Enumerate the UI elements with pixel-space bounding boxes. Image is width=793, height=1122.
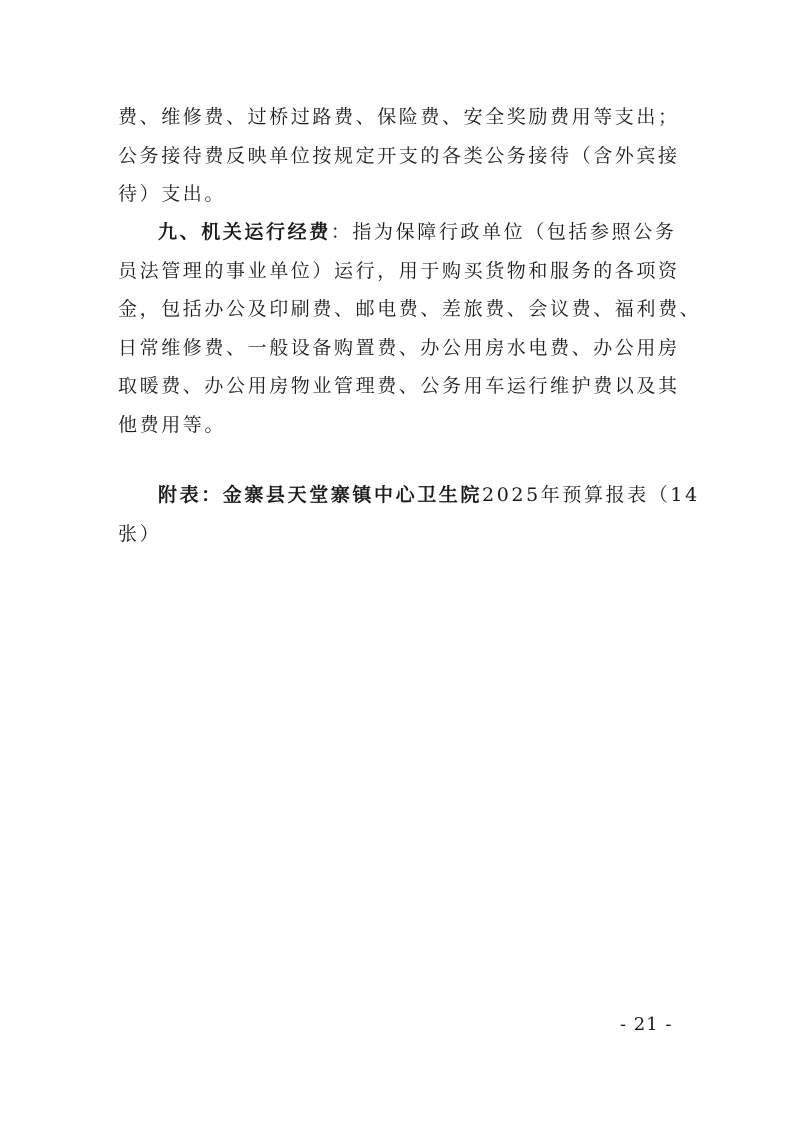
text-line: 日常维修费、一般设备购置费、办公用房水电费、办公用房: [118, 336, 680, 359]
attachment-label: 附表：金寨县天堂寨镇中心卫生院: [158, 484, 483, 506]
text-line: 取暖费、办公用房物业管理费、公务用车运行维护费以及其: [118, 375, 680, 397]
attachment-year: 2025: [482, 484, 541, 506]
paragraph-operating-expenses: [118, 213, 702, 444]
text-line: 待）支出。: [118, 183, 227, 205]
text-line: 费、维修费、过桥过路费、保险费、安全奖励费用等支出；: [118, 106, 680, 128]
text-line: [118, 476, 700, 515]
section-heading: 九、机关运行经费: [158, 221, 331, 243]
attachment-note: [118, 476, 700, 553]
text-line: 他费用等。: [118, 413, 227, 436]
text-line: 金，包括办公及印刷费、邮电费、差旅费、会议费、福利费、: [118, 298, 702, 320]
text-line: [118, 213, 676, 252]
text-fragment: 年预算报表（14: [540, 484, 700, 506]
paragraph-vehicle-and-reception-costs: [118, 98, 680, 214]
text-line: 员法管理的事业单位）运行，用于购买货物和服务的各项资: [118, 259, 680, 282]
page-number: - 21 -: [620, 1014, 673, 1035]
text-line: 公务接待费反映单位按规定开支的各类公务接待（含外宾接: [118, 144, 680, 167]
text-line: 张）: [118, 522, 162, 545]
text-fragment: ：指为保障行政单位（包括参照公务: [330, 221, 677, 243]
